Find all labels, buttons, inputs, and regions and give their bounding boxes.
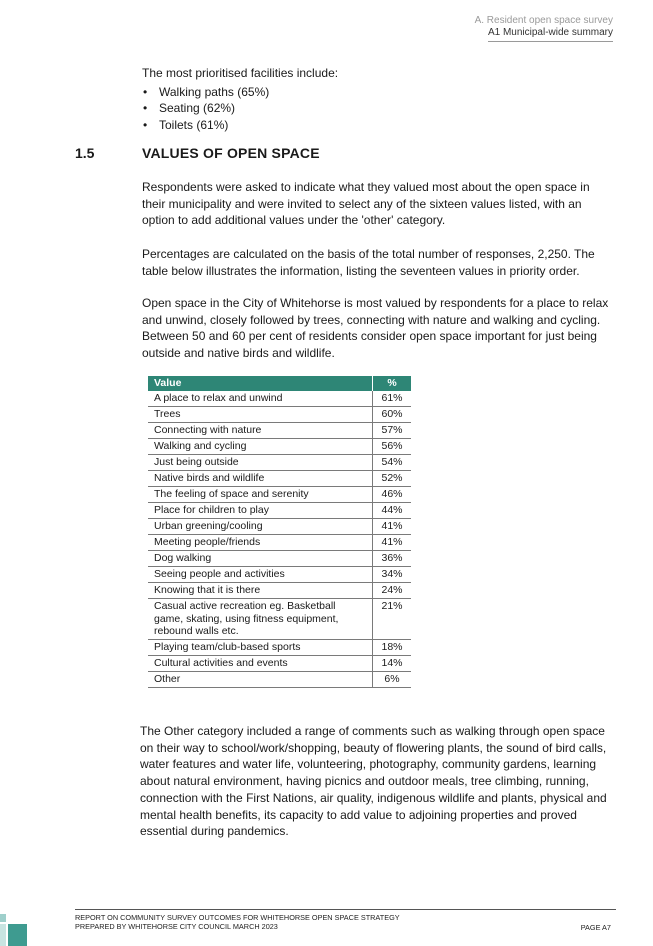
percent-cell: 14% (373, 655, 412, 671)
percent-cell: 44% (373, 503, 412, 519)
value-cell: Casual active recreation eg. Basketball game, skating, using fitness equipment, rebound walls etc. (148, 599, 373, 640)
percent-cell: 21% (373, 599, 412, 640)
footer-prepared-by: PREPARED BY WHITEHORSE CITY COUNCIL MARCH 2023 (75, 921, 278, 931)
section-number: 1.5 (75, 145, 95, 161)
percent-cell: 46% (373, 487, 412, 503)
value-cell: Other (148, 671, 373, 687)
paragraph-percentages: Percentages are calculated on the basis of the total number of responses, 2,250. The table below illustrates the information, listing the seventeen values in priority order. (142, 247, 595, 278)
list-item: • Seating (62%) (142, 100, 338, 117)
decorative-square (8, 924, 27, 946)
table-row (148, 487, 411, 503)
percent-cell: 18% (373, 639, 412, 655)
footer-divider (75, 909, 616, 910)
list-item: • Toilets (61%) (142, 117, 338, 134)
percent-cell: 6% (373, 671, 412, 687)
column-header-percent: % (373, 376, 412, 391)
value-cell: Place for children to play (148, 503, 373, 519)
decorative-square (0, 914, 6, 922)
value-cell: Dog walking (148, 551, 373, 567)
values-table (148, 376, 411, 688)
table-row (148, 471, 411, 487)
table-row (148, 391, 411, 407)
table-row (148, 519, 411, 535)
value-cell: Cultural activities and events (148, 655, 373, 671)
table-row (148, 567, 411, 583)
value-cell: Knowing that it is there (148, 583, 373, 599)
table-row (148, 535, 411, 551)
percent-cell: 56% (373, 439, 412, 455)
value-cell: Seeing people and activities (148, 567, 373, 583)
value-cell: Playing team/club-based sports (148, 639, 373, 655)
percent-cell: 61% (373, 391, 412, 407)
table-row (148, 583, 411, 599)
percent-cell: 24% (373, 583, 412, 599)
table-row (148, 439, 411, 455)
table-row (148, 655, 411, 671)
value-cell: Walking and cycling (148, 439, 373, 455)
header-subsection-label: A1 Municipal-wide summary (488, 27, 613, 42)
footer-report-info (75, 914, 400, 931)
value-cell: Meeting people/friends (148, 535, 373, 551)
facilities-intro (142, 65, 338, 133)
facilities-list (142, 84, 338, 134)
value-cell: Native birds and wildlife (148, 471, 373, 487)
decorative-square (0, 924, 6, 946)
table-row (148, 455, 411, 471)
list-item: • Walking paths (65%) (142, 84, 338, 101)
facilities-lead: The most prioritised facilities include: (142, 66, 339, 80)
table-header-row (148, 376, 411, 391)
value-cell: Just being outside (148, 455, 373, 471)
value-cell: A place to relax and unwind (148, 391, 373, 407)
page-number: PAGE A7 (580, 923, 611, 932)
column-header-value: Value (148, 376, 373, 391)
table-row (148, 551, 411, 567)
table-row (148, 423, 411, 439)
percent-cell: 52% (373, 471, 412, 487)
paragraph-survey-method: Respondents were asked to indicate what they valued most about the open space in their municipality and were invited to select any of the sixteen values listed, with an option to add additional values under the 'other' category. (142, 180, 590, 228)
paragraph-other-category: The Other category included a range of comments such as walking through open space on their way to school/work/shopping, beauty of flowering plants, the sound of bird calls, water features and water life, volunteering, photography, community gardens, learning about natural environment, having picnics and outdoor meals, tree climbing, running, connection with the First Nations, air quality, indigenous wildlife and plants, physical and mental health benefits, its capacity to add value to adjoining properties and proved essential during pandemics. (140, 724, 607, 839)
percent-cell: 36% (373, 551, 412, 567)
table-row (148, 407, 411, 423)
percent-cell: 41% (373, 519, 412, 535)
percent-cell: 54% (373, 455, 412, 471)
table-row (148, 639, 411, 655)
section-title: VALUES OF OPEN SPACE (142, 145, 320, 161)
table-row (148, 599, 411, 640)
table-row (148, 503, 411, 519)
running-header (475, 15, 613, 42)
table-row (148, 671, 411, 687)
paragraph-findings: Open space in the City of Whitehorse is most valued by respondents for a place to relax and unwind, closely followed by trees, connecting with nature and walking and cycling. Between 50 and 60 per cent of residents consider open space important for just being outside and native birds and wildlife. (142, 296, 609, 361)
value-cell: The feeling of space and serenity (148, 487, 373, 503)
value-cell: Urban greening/cooling (148, 519, 373, 535)
percent-cell: 41% (373, 535, 412, 551)
percent-cell: 57% (373, 423, 412, 439)
header-section-label: A. Resident open space survey (474, 15, 613, 26)
footer-report-title: REPORT ON COMMUNITY SURVEY OUTCOMES FOR WHITEHORSE OPEN SPACE STRATEGY (75, 913, 400, 922)
percent-cell: 60% (373, 407, 412, 423)
value-cell: Trees (148, 407, 373, 423)
percent-cell: 34% (373, 567, 412, 583)
value-cell: Connecting with nature (148, 423, 373, 439)
